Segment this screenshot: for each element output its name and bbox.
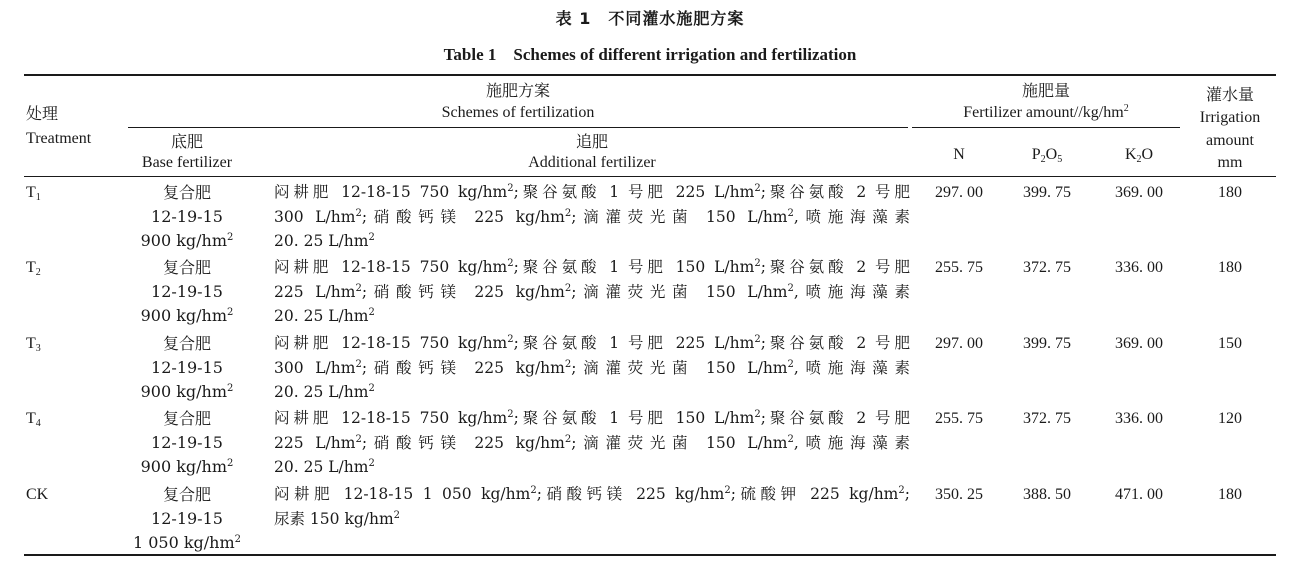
p2o5-amount: 388. 50 bbox=[1023, 486, 1071, 503]
treatment-label: $T_1$ bbox=[26, 184, 41, 203]
base-fertilizer-rate: 900 $kg/hm^2$ bbox=[140, 306, 234, 325]
additional-fertilizer-line: 20. 25 $L/hm^2$ bbox=[274, 458, 375, 476]
additional-fertilizer-line: 300 $L/hm^2$;硝酸钙镁 225 $kg/hm^2$;滴灌荧光菌 150 $L/hm^2$,喷施海藻素 bbox=[274, 207, 910, 226]
additional-fertilizer-line: 闷耕肥 12-18-15 1 050 $kg/hm^2$;硝酸钙镁 225 $kg/hm^2$;硫酸钾 225 $kg/hm^2$; bbox=[274, 485, 910, 503]
irrigation-amount: 120 bbox=[1218, 410, 1242, 427]
treatment-label: $T_2$ bbox=[26, 259, 41, 278]
k2o-amount: 471. 00 bbox=[1115, 486, 1163, 503]
treatment-label: CK bbox=[26, 486, 49, 503]
header-scheme-en: Schemes of fertilization bbox=[441, 104, 595, 121]
n-amount: 297. 00 bbox=[935, 184, 983, 201]
n-amount: 297. 00 bbox=[935, 335, 983, 352]
header-additional-cn: 追肥 bbox=[575, 132, 608, 151]
base-fertilizer-name: 复合肥 bbox=[162, 485, 211, 504]
additional-fertilizer-line: 300 $L/hm^2$;硝酸钙镁 225 $kg/hm^2$;滴灌荧光菌 150 $L/hm^2$,喷施海藻素 bbox=[274, 358, 910, 377]
additional-fertilizer bbox=[274, 406, 910, 480]
additional-fertilizer-line: 225 $L/hm^2$;硝酸钙镁 225 $kg/hm^2$;滴灌荧光菌 150 $L/hm^2$,喷施海藻素 bbox=[274, 282, 910, 301]
header-irrigation-cn: 灌水量 bbox=[1205, 85, 1254, 104]
table-caption-cn: 表 1 不同灌水施肥方案 bbox=[555, 9, 745, 28]
top-rule bbox=[24, 74, 1276, 76]
header-n: N bbox=[953, 146, 965, 163]
header-scheme-cn: 施肥方案 bbox=[485, 81, 550, 100]
n-amount: 350. 25 bbox=[935, 486, 983, 503]
additional-fertilizer-line: 20. 25 $L/hm^2$ bbox=[274, 383, 375, 401]
additional-fertilizer-line: 尿素 150 $kg/hm^2$ bbox=[274, 509, 401, 528]
base-fertilizer-ratio: 12-19-15 bbox=[151, 358, 223, 377]
header-amount-cn: 施肥量 bbox=[1021, 81, 1070, 100]
additional-fertilizer-line: 20. 25 $L/hm^2$ bbox=[274, 232, 375, 250]
additional-fertilizer-line: 闷耕肥 12-18-15 750 $kg/hm^2$;聚谷氨酸 1 号肥 225 $L/hm^2$;聚谷氨酸 2 号肥 bbox=[274, 334, 910, 352]
p2o5-amount: 399. 75 bbox=[1023, 184, 1071, 201]
additional-fertilizer bbox=[274, 255, 910, 329]
bottom-rule bbox=[24, 554, 1276, 556]
header-additional-en: Additional fertilizer bbox=[528, 154, 656, 171]
base-fertilizer-ratio: 12-19-15 bbox=[151, 509, 223, 528]
amount-subrule bbox=[912, 127, 1180, 128]
p2o5-amount: 372. 75 bbox=[1023, 259, 1071, 276]
base-fertilizer-rate: 900 $kg/hm^2$ bbox=[140, 457, 234, 476]
base-fertilizer-name: 复合肥 bbox=[162, 258, 211, 277]
header-k2o: $K_2O$ bbox=[1124, 146, 1154, 165]
k2o-amount: 369. 00 bbox=[1115, 184, 1163, 201]
p2o5-amount: 399. 75 bbox=[1023, 335, 1071, 352]
header-base-cn: 底肥 bbox=[170, 132, 203, 151]
header-amount-en: Fertilizer amount/$/kg/hm^2$ bbox=[963, 103, 1129, 121]
additional-fertilizer-line: 闷耕肥 12-18-15 750 $kg/hm^2$;聚谷氨酸 1 号肥 150 $L/hm^2$;聚谷氨酸 2 号肥 bbox=[274, 409, 910, 427]
n-amount: 255. 75 bbox=[935, 410, 983, 427]
header-irrigation-unit: mm bbox=[1217, 154, 1243, 171]
additional-fertilizer-line: 闷耕肥 12-18-15 750 $kg/hm^2$;聚谷氨酸 1 号肥 225 $L/hm^2$;聚谷氨酸 2 号肥 bbox=[274, 183, 910, 201]
base-fertilizer-ratio: 12-19-15 bbox=[151, 282, 223, 301]
k2o-amount: 336. 00 bbox=[1115, 410, 1163, 427]
header-treatment-en: Treatment bbox=[26, 130, 92, 147]
additional-fertilizer-line: 20. 25 $L/hm^2$ bbox=[274, 307, 375, 325]
header-irrigation-en2: amount bbox=[1206, 132, 1254, 149]
header-rule bbox=[24, 176, 1276, 177]
additional-fertilizer-line: 闷耕肥 12-18-15 750 $kg/hm^2$;聚谷氨酸 1 号肥 150 $L/hm^2$;聚谷氨酸 2 号肥 bbox=[274, 258, 910, 276]
base-fertilizer-ratio: 12-19-15 bbox=[151, 433, 223, 452]
scheme-subrule bbox=[128, 127, 908, 128]
treatment-label: $T_4$ bbox=[26, 410, 41, 429]
header-treatment-cn: 处理 bbox=[26, 104, 59, 123]
base-fertilizer-name: 复合肥 bbox=[162, 334, 211, 353]
irrigation-amount: 180 bbox=[1218, 486, 1242, 503]
table-caption-en: Table 1 Schemes of different irrigation and fertilization bbox=[443, 45, 857, 64]
additional-fertilizer bbox=[274, 180, 910, 254]
base-fertilizer-rate: 900 $kg/hm^2$ bbox=[140, 231, 234, 250]
header-irrigation-en1: Irrigation bbox=[1199, 109, 1261, 126]
base-fertilizer-name: 复合肥 bbox=[162, 183, 211, 202]
additional-fertilizer bbox=[274, 482, 910, 531]
k2o-amount: 369. 00 bbox=[1115, 335, 1163, 352]
base-fertilizer-rate: 1 050 $kg/hm^2$ bbox=[132, 533, 242, 552]
p2o5-amount: 372. 75 bbox=[1023, 410, 1071, 427]
base-fertilizer-rate: 900 $kg/hm^2$ bbox=[140, 382, 234, 401]
irrigation-amount: 150 bbox=[1218, 335, 1242, 352]
header-p2o5: $P_2O_5$ bbox=[1031, 146, 1063, 165]
additional-fertilizer-line: 225 $L/hm^2$;硝酸钙镁 225 $kg/hm^2$;滴灌荧光菌 150 $L/hm^2$,喷施海藻素 bbox=[274, 433, 910, 452]
irrigation-amount: 180 bbox=[1218, 259, 1242, 276]
base-fertilizer-name: 复合肥 bbox=[162, 409, 211, 428]
n-amount: 255. 75 bbox=[935, 259, 983, 276]
base-fertilizer-ratio: 12-19-15 bbox=[151, 207, 223, 226]
treatment-label: $T_3$ bbox=[26, 335, 41, 354]
additional-fertilizer bbox=[274, 331, 910, 405]
irrigation-amount: 180 bbox=[1218, 184, 1242, 201]
header-base-en: Base fertilizer bbox=[141, 154, 233, 171]
k2o-amount: 336. 00 bbox=[1115, 259, 1163, 276]
